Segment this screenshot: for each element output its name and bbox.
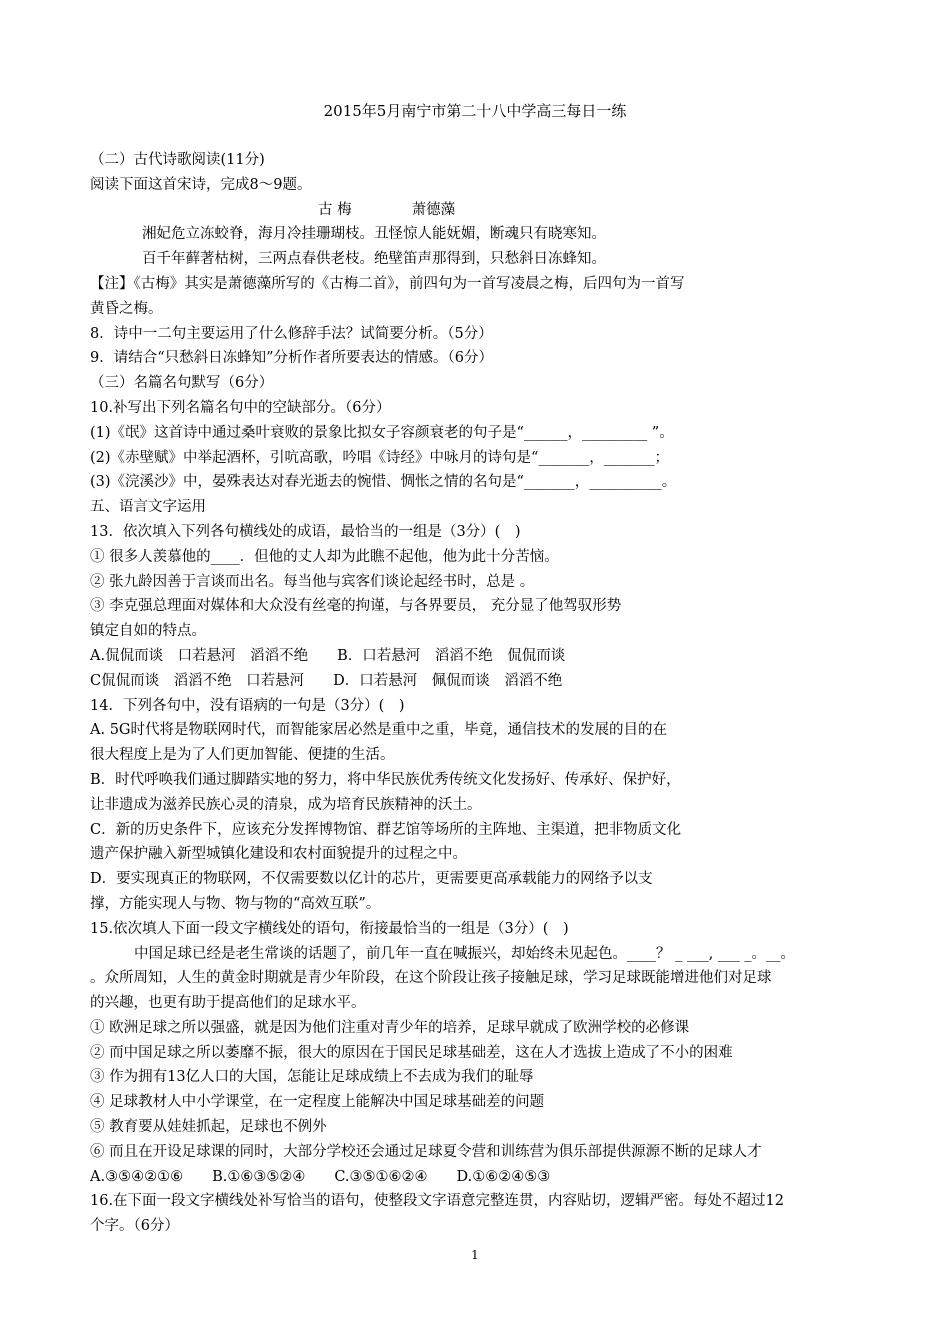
page-title: 2015年5月南宁市第二十八中学高三每日一练: [323, 102, 627, 120]
poem-heading: [90, 198, 875, 223]
question-14-option-d: D．要实现真正的物联网，不仅需要数以亿计的芯片，更需要更高承载能力的网络予以支: [90, 871, 653, 888]
question-15: 15.依次填人下面一段文字横线处的语句，衔接最恰当的一组是（3分）( ): [90, 920, 569, 937]
question-13-sentence-3-cont: 镇定自如的特点。: [90, 623, 206, 640]
section-heading-language: 五、语言文字运用: [90, 499, 206, 516]
question-9: 9．请结合“只愁斜日冻蜂知”分析作者所要表达的情感。（6分）: [90, 350, 494, 367]
question-14-option-b-cont: 让非遗成为滋养民族心灵的清泉，成为培育民族精神的沃土。: [90, 796, 482, 813]
poem-title: 古 梅: [318, 201, 352, 218]
question-15-passage: 中国足球已经是老生常谈的话题了，前几年一直在喊振兴，却始终未见起色。____？ _ ___, ___ _。__。: [134, 945, 796, 962]
question-13-options-cd: C侃侃而谈 滔滔不绝 口若悬河 D．口若悬河 佩侃而谈 滔滔不绝: [90, 672, 563, 689]
poem-line-1: 湘妃危立冻蛟脊，海月冷挂珊瑚枝。丑怪惊人能妩媚，断魂只有晓寒知。: [142, 226, 606, 243]
question-14: 14．下列各句中，没有语病的一句是（3分）( ): [90, 697, 405, 714]
question-15-passage-cont-2: 的兴趣，也更有助于提高他们的足球水平。: [90, 995, 366, 1012]
question-16-cont: 个字。（6分）: [90, 1218, 179, 1235]
question-15-item-4: ④ 足球教材人中小学课堂，在一定程度上能解决中国足球基础差的问题: [90, 1094, 545, 1111]
question-10-item-1: (1)《氓》这首诗中通过桑叶衰败的景象比拟女子容颜衰老的句子是“______，_________ ”。: [90, 424, 674, 441]
question-13-options-ab: A.侃侃而谈 口若悬河 滔滔不绝 B．口若悬河 滔滔不绝 侃侃而谈: [90, 647, 566, 664]
poetry-instruction: 阅读下面这首宋诗，完成8～9题。: [90, 176, 312, 193]
question-15-options: A.③⑤④②①⑥ B.①⑥③⑤②④ C.③⑤①⑥②④ D.①⑥②④⑤③: [90, 1168, 551, 1185]
section-heading-recitation: （三）名篇名句默写（6分）: [90, 375, 274, 392]
question-8: 8．诗中一二句主要运用了什么修辞手法？试简要分析。（5分）: [90, 325, 493, 342]
question-15-item-2: ② 而中国足球之所以萎靡不振，很大的原因在于国民足球基础差，这在人才选拔上造成了不小的困难: [90, 1044, 733, 1061]
poem-author: 萧德藻: [411, 201, 456, 218]
question-15-passage-cont-1: 。众所周知，人生的黄金时期就是青少年阶段，在这个阶段让孩子接触足球，学习足球既能增进他们对足球: [90, 970, 772, 987]
question-14-option-b: B．时代呼唤我们通过脚踏实地的努力，将中华民族优秀传统文化发扬好、传承好、保护好，: [90, 771, 681, 788]
question-13-sentence-2: ② 张九龄因善于言谈而出名。每当他与宾客们谈论起经书时，总是 。: [90, 573, 535, 590]
question-16: 16.在下面一段文字横线处补写恰当的语句，使整段文字语意完整连贯，内容贴切，逻辑严密。每处不超过12: [90, 1193, 785, 1210]
question-13-sentence-1: ① 很多人羡慕他的____．但他的丈人却为此瞧不起他，他为此十分苦恼。: [90, 548, 559, 565]
question-10-item-3: (3)《浣溪沙》中，晏殊表达对春光逝去的惋惜、惆怅之情的名句是“_______，__________。: [90, 474, 677, 491]
poem-line-2: 百千年藓著枯树，三两点春供老枝。绝壁笛声那得到，只愁斜日冻蜂知。: [142, 251, 606, 268]
question-14-option-d-cont: 撑，方能实现人与物、物与物的“高效互联”。: [90, 895, 381, 912]
question-10-item-2: (2)《赤壁赋》中举起酒杯，引吭高歌，吟唱《诗经》中咏月的诗句是“_______，_______；: [90, 449, 669, 466]
poem-note-cont: 黄昏之梅。: [90, 300, 163, 317]
question-13-sentence-3: ③ 李克强总理面对媒体和大众没有丝毫的拘谨，与各界要员， 充分显了他驾驭形势: [90, 598, 622, 615]
question-15-item-6: ⑥ 而且在开设足球课的同时，大部分学校还会通过足球夏令营和训练营为俱乐部提供源源不断的足球人才: [90, 1143, 762, 1160]
question-14-option-a: A. 5G时代将是物联网时代，而智能家居必然是重中之重，毕竟，通信技术的发展的目的在: [90, 722, 667, 739]
question-15-item-1: ① 欧洲足球之所以强盛，就是因为他们注重对青少年的培养，足球早就成了欧洲学校的必修课: [90, 1019, 690, 1036]
poem-note: 【注】《古梅》其实是萧德藻所写的《古梅二首》，前四句为一首写凌晨之梅，后四句为一首写: [90, 275, 685, 292]
document-body: [90, 148, 875, 1239]
question-14-option-c-cont: 遗产保护融入新型城镇化建设和农村面貌提升的过程之中。: [90, 846, 467, 863]
question-15-item-3: ③ 作为拥有13亿人口的大国，怎能让足球成绩上不去成为我们的耻辱: [90, 1069, 534, 1086]
question-14-option-c: C．新的历史条件下，应该充分发挥博物馆、群艺馆等场所的主阵地、主渠道，把非物质文化: [90, 821, 682, 838]
question-14-option-a-cont: 很大程度上是为了人们更加智能、便捷的生活。: [90, 747, 395, 764]
section-heading-poetry: （二）古代诗歌阅读(11分): [90, 152, 265, 168]
question-15-item-5: ⑤ 教育要从娃娃抓起，足球也不例外: [90, 1119, 327, 1136]
page-number: 1: [471, 1248, 479, 1262]
question-10: 10.补写出下列名篇名句中的空缺部分。（6分）: [90, 399, 391, 416]
question-13: 13．依次填入下列各句横线处的成语，最恰当的一组是（3分）( ): [90, 523, 521, 540]
